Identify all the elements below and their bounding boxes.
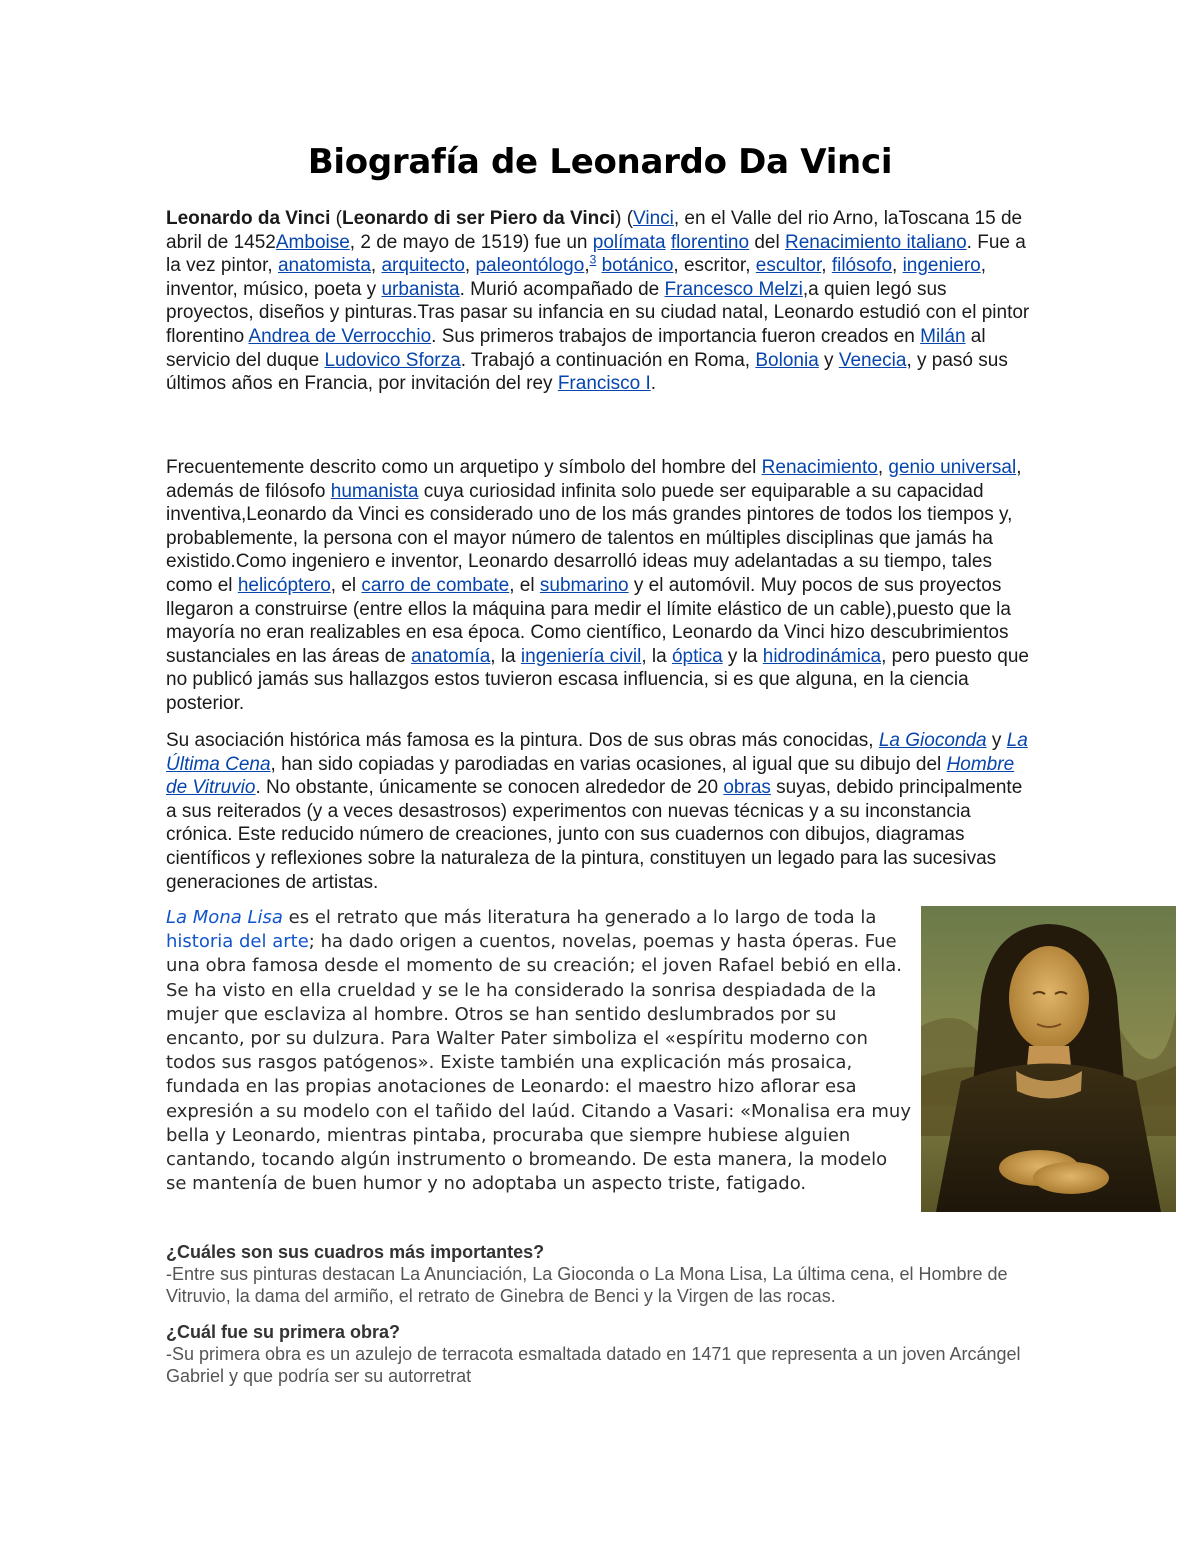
text: , inventor, músico, poeta y [166,255,987,300]
question-heading: ¿Cuáles son sus cuadros más importantes? [166,1242,545,1262]
qa-block-important-paintings [166,1241,1066,1307]
text: , en el Valle del rio Arno, laToscana 15 de abril de 1452 [166,208,1023,253]
link-florentino[interactable]: florentino [670,231,750,253]
text: y la [722,645,763,667]
link-bolonia[interactable]: Bolonia [755,349,819,371]
link-carro-de-combate[interactable]: carro de combate [361,574,510,596]
text: , han sido copiadas y parodiadas en varias ocasiones, al igual que su dibujo del [270,753,947,775]
text: ( [330,208,342,229]
link-botanico[interactable]: botánico [601,255,674,277]
link-la-ultima-cena[interactable]: La Última Cena [166,730,1028,775]
text: , además de filósofo [166,457,1022,502]
link-helicoptero[interactable]: helicóptero [237,574,331,596]
link-la-mona-lisa[interactable]: La Mona Lisa [166,907,283,928]
text: , la [490,645,521,667]
link-anatomia[interactable]: anatomía [411,645,491,667]
text: , [464,255,476,277]
text: , [892,255,903,277]
link-polimata[interactable]: polímata [592,231,666,253]
link-hidrodinamica[interactable]: hidrodinámica [762,645,882,667]
text: cuya curiosidad infinita solo puede ser equiparable a su capacidad inventiva,Leonardo da Vinci es considerado uno de los más grandes pintores de todos los tiempos y, probablemente, la persona con el mayor número de talentos en múltiples disciplinas que jamás ha existido.Como ingeniero e inventor, Leonardo desarrolló ideas muy adelantadas a su tiempo, tales como el [166,480,1013,596]
text: ; ha dado origen a cuentos, novelas, poemas y hasta óperas. Fue una obra famosa desde el momento de su creación; el joven Rafael bebió en ella. Se ha visto en ella crueldad y se le ha considerado la sonrisa despiadada de la mujer que esclaviza al hombre. Otros se han sentido deslumbrados por su encanto, por su dulzura. Para Walter Pater simboliza el «espíritu moderno con todos sus rasgos patógenos». Existe también una explicación más prosaica, fundada en las propias anotaciones de Leonardo: el maestro hizo aflorar esa expresión a su modelo con el tañido del laúd. Citando a Vasari: «Monalisa era muy bella y Leonardo, mientras pintaba, procuraba que siempre hubiese alguien cantando, tocando algún instrumento o bromeando. De esta manera, la modelo se mantenía de buen humor y no adoptaba un aspecto triste, fatigado. [166,931,911,1195]
text: , 2 de mayo de 1519) fue un [349,231,593,253]
paragraph-intro [166,207,1038,396]
text: Frecuentemente descrito como un arquetipo y símbolo del hombre del [166,457,762,478]
text: , la [641,645,672,667]
link-hombre-de-vitruvio[interactable]: Hombre de Vitruvio [166,753,1015,799]
text: y el automóvil. Muy pocos de sus proyectos llegaron a construirse (entre ellos la máquina para medir el límite elástico de un cable),puesto que la mayoría no eran realizables en esa época. Como científico, Leonardo da Vinci hizo descubrimientos sustanciales en las áreas de [166,574,1011,667]
link-francesco-melzi[interactable]: Francesco Melzi [664,278,803,300]
link-milan[interactable]: Milán [920,325,966,347]
link-verrocchio[interactable]: Andrea de Verrocchio [248,325,432,347]
link-urbanista[interactable]: urbanista [381,278,460,300]
text: ,a quien legó sus proyectos, diseños y pinturas.Tras pasar su infancia en su ciudad natal, Leonardo estudió con el pintor florentino [166,278,1030,347]
link-amboise[interactable]: Amboise [275,231,350,253]
text: . Trabajó a continuación en Roma, [460,349,756,371]
bold-name: Leonardo da Vinci [166,208,331,229]
paragraph-painting [166,729,1038,894]
link-submarino[interactable]: submarino [539,574,629,596]
text: , [877,457,889,478]
link-footnote-3[interactable]: 3 [589,252,597,267]
text: . Murió acompañado de [459,278,665,300]
link-escultor[interactable]: escultor [755,255,822,277]
text: . Sus primeros trabajos de importancia fueron creados en [431,325,921,347]
link-vinci[interactable]: Vinci [633,208,674,229]
link-filosofo[interactable]: filósofo [831,255,893,277]
text: , [584,255,590,277]
text: . No obstante, únicamente se conocen alrededor de 20 [255,777,724,799]
text: . Fue a la vez pintor, [166,231,1026,277]
link-obras[interactable]: obras [723,777,771,799]
mona-lisa-painting-image [921,906,1176,1212]
link-renacimiento-italiano[interactable]: Renacimiento italiano [785,231,967,253]
text: y [818,349,839,371]
text: , pero puesto que no publicó jamás sus hallazgos estos tuvieron escasa influencia, si es que alguna, en la ciencia posterior. [166,645,1029,714]
link-genio-universal[interactable]: genio universal [888,457,1017,478]
text: , y pasó sus últimos años en Francia, por invitación del rey [166,349,1008,395]
paragraph-renaissance [166,456,1038,716]
text: del [749,231,785,253]
page-title: Biografía de Leonardo Da Vinci [307,142,893,182]
text: Su asociación histórica más famosa es la pintura. Dos de sus obras más conocidas, [166,730,879,751]
answer-text: -Su primera obra es un azulejo de terracota esmaltada datado en 1471 que representa a un joven Arcángel Gabriel y que podría ser su autorretrat [166,1344,1021,1386]
link-renacimiento[interactable]: Renacimiento [761,457,878,478]
link-anatomista[interactable]: anatomista [277,255,371,277]
link-ingeniero[interactable]: ingeniero [902,255,981,277]
link-arquitecto[interactable]: arquitecto [381,255,465,277]
bold-full-name: Leonardo di ser Piero da Vinci [341,208,616,229]
text: ) ( [615,208,634,229]
text: es el retrato que más literatura ha generado a lo largo de toda la [282,907,877,928]
link-venecia[interactable]: Venecia [838,349,907,371]
link-ingenieria-civil[interactable]: ingeniería civil [520,645,642,667]
text: , [370,255,382,277]
link-historia-del-arte[interactable]: historia del arte [166,931,309,953]
qa-block-first-work [166,1321,1066,1387]
question-heading: ¿Cuál fue su primera obra? [166,1322,401,1342]
text: . [650,373,657,395]
text: , el [509,574,540,596]
answer-text: -Entre sus pinturas destacan La Anunciación, La Gioconda o La Mona Lisa, La última cena, el Hombre de Vitruvio, la dama del armiño, el retrato de Ginebra de Benci y la Virgen de las rocas. [166,1264,1008,1306]
text: , [821,255,832,277]
link-ludovico-sforza[interactable]: Ludovico Sforza [324,349,461,371]
text: al servicio del duque [166,325,986,371]
link-optica[interactable]: óptica [671,645,723,667]
link-la-gioconda[interactable]: La Gioconda [878,730,987,751]
paragraph-mona-lisa [166,906,911,1196]
link-humanista[interactable]: humanista [330,480,419,502]
link-francisco-i[interactable]: Francisco I [557,373,651,395]
text: , el [330,574,362,596]
link-paleontologo[interactable]: paleontólogo [475,255,585,277]
text: , escritor, [673,255,756,277]
text: suyas, debido principalmente a sus reiterados (y a veces desastrosos) experimentos con nuevas técnicas y a su inconstancia crónica. Este reducido número de creaciones, junto con sus cuadernos con dibujos, diagramas científicos y reflexiones sobre la naturaleza de la pintura, constituyen un legado para las sucesivas generaciones de artistas. [166,777,1023,893]
text: y [986,730,1007,751]
